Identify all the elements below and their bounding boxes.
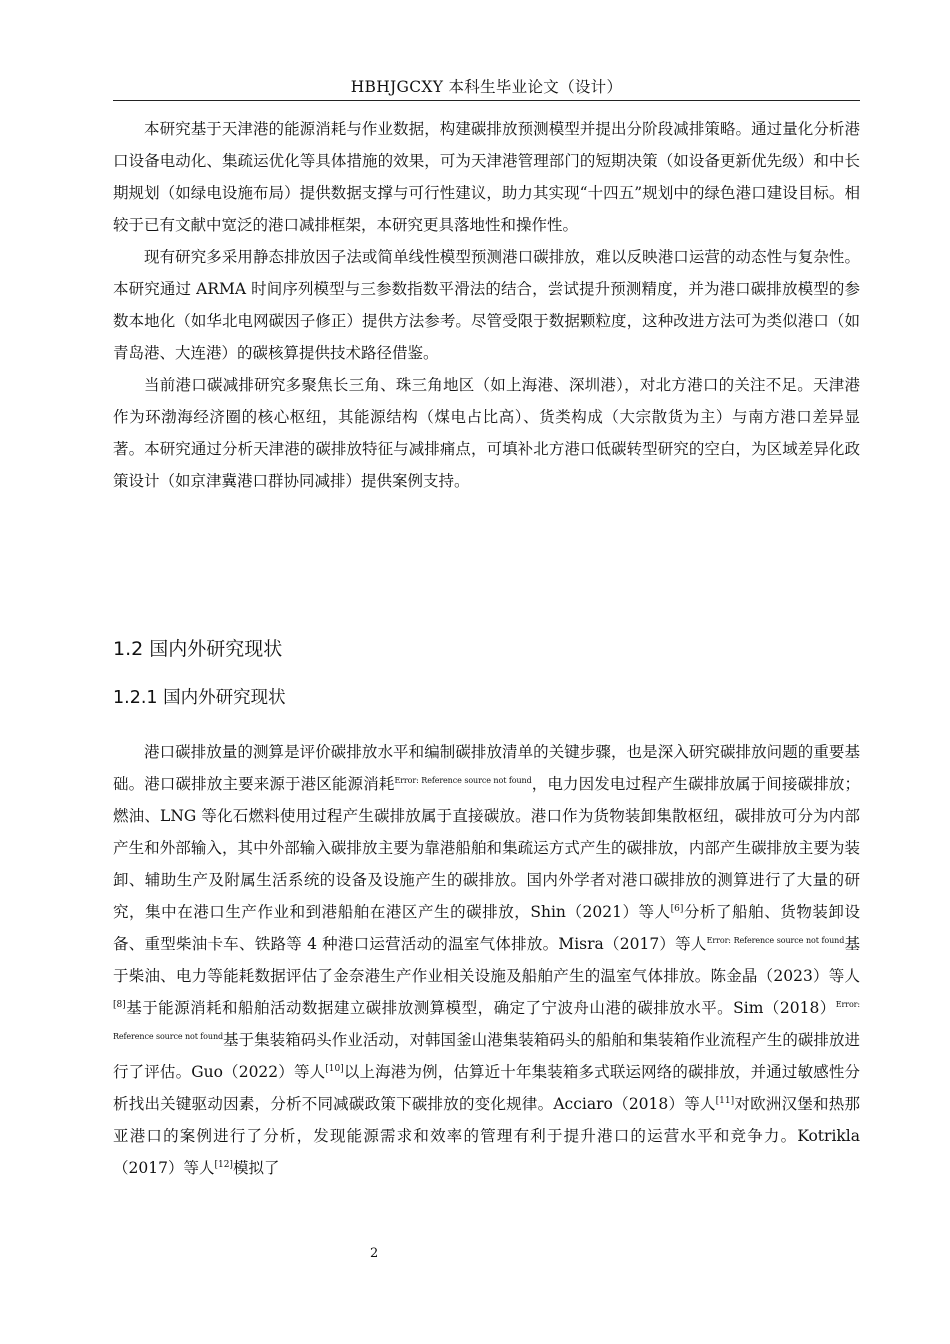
citation: [6] bbox=[670, 903, 684, 914]
paragraph-2: 现有研究多采用静态排放因子法或简单线性模型预测港口碳排放，难以反映港口运营的动态性与复杂性。本研究通过 ARMA 时间序列模型与三参数指数平滑法的结合，尝试提升预测精度，并为港口碳排放模型的参数本地化（如华北电网碳因子修正）提供方法参考。尽管受限于数据颗粒度，这种改进方法可为类似港口（如青岛港、大连港）的碳核算提供技术路径借鉴。 bbox=[113, 248, 860, 362]
citation: [12] bbox=[214, 1159, 233, 1170]
header-rule bbox=[113, 100, 860, 101]
body-top bbox=[113, 113, 860, 497]
citation-error: Error: Reference source not found bbox=[394, 775, 532, 785]
body-bottom bbox=[113, 736, 860, 1184]
text-run: 以上海港为例，估算近十年集装箱多式联运网络的碳排放，并通过敏感性分析找出关键驱动因素，分析不同减碳政策下碳排放的变化规律。Acciaro（2018）等人 bbox=[113, 1063, 860, 1113]
text-run: 分析了船舶、货物装卸设备、重型柴油卡车、铁路等 4 种港口运营活动的温室气体排放。Misra（2017）等人 bbox=[113, 903, 860, 953]
text-run: 模拟了 bbox=[232, 1159, 280, 1177]
page-header: HBHJGCXY 本科生毕业论文（设计） bbox=[350, 78, 623, 96]
page-number: 2 bbox=[370, 1246, 379, 1261]
text-run: 对欧洲汉堡和热那亚港口的案例进行了分析，发现能源需求和效率的管理有利于提升港口的运营水平和竞争力。Kotrikla（2017）等人 bbox=[113, 1095, 860, 1177]
citation-error: Error: Reference source not found bbox=[706, 935, 845, 945]
citation-error: Error: Reference source not found bbox=[113, 999, 860, 1041]
citation: [10] bbox=[325, 1063, 344, 1074]
citation: [11] bbox=[715, 1095, 735, 1106]
paragraph-1: 本研究基于天津港的能源消耗与作业数据，构建碳排放预测模型并提出分阶段减排策略。通过量化分析港口设备电动化、集疏运优化等具体措施的效果，可为天津港管理部门的短期决策（如设备更新优先级）和中长期规划（如绿电设施布局）提供数据支撑与可行性建议，助力其实现“十四五”规划中的绿色港口建设目标。相较于已有文献中宽泛的港口减排框架，本研究更具落地性和操作性。 bbox=[113, 120, 860, 234]
citation: [8] bbox=[113, 999, 126, 1010]
text-run: 港口碳排放量的测算是评价碳排放水平和编制碳排放清单的关键步骤，也是深入研究碳排放问题的重要基础。港口碳排放主要来源于港区能源消耗 bbox=[113, 743, 860, 793]
paragraph-3: 当前港口碳减排研究多聚焦长三角、珠三角地区（如上海港、深圳港），对北方港口的关注不足。天津港作为环渤海经济圈的核心枢纽，其能源结构（煤电占比高）、货类构成（大宗散货为主）与南方港口差异显著。本研究通过分析天津港的碳排放特征与减排痛点，可填补北方港口低碳转型研究的空白，为区域差异化政策设计（如京津冀港口群协同减排）提供案例支持。 bbox=[113, 376, 860, 490]
text-run: 基于柴油、电力等能耗数据评估了金奈港生产作业相关设施及船舶产生的温室气体排放。陈金晶（2023）等人 bbox=[113, 935, 860, 985]
section-heading: 1.2 国内外研究现状 bbox=[113, 638, 283, 660]
text-run: ，电力因发电过程产生碳排放属于间接碳排放；燃油、LNG 等化石燃料使用过程产生碳排放属于直接碳放。港口作为货物装卸集散枢纽，碳排放可分为内部产生和外部输入，其中外部输入碳排放主要为靠港船舶和集疏运方式产生的碳排放，内部产生碳排放主要为装卸、辅助生产及附属生活系统的设备及设施产生的碳排放。国内外学者对港口碳排放的测算进行了大量的研究，集中在港口生产作业和到港船舶在港区产生的碳排放，Shin（2021）等人 bbox=[113, 775, 860, 921]
text-run: 基于集装箱码头作业活动，对韩国釜山港集装箱码头的船舶和集装箱作业流程产生的碳排放进行了评估。Guo（2022）等人 bbox=[113, 1031, 860, 1081]
subsection-heading: 1.2.1 国内外研究现状 bbox=[113, 688, 286, 708]
paragraph-4 bbox=[113, 736, 860, 1184]
text-run: 基于能源消耗和船舶活动数据建立碳排放测算模型，确定了宁波舟山港的碳排放水平。Sim（2018） bbox=[125, 999, 836, 1017]
